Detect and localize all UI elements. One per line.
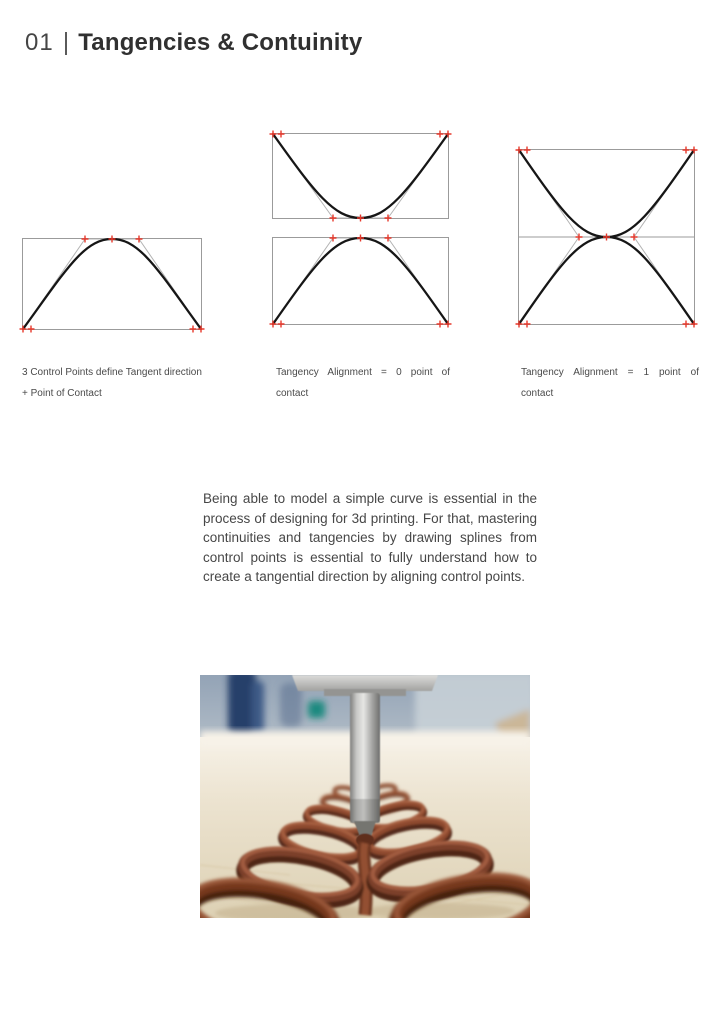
figure-zero-contact-top — [272, 133, 449, 219]
body-paragraph: Being able to model a simple curve is essential in the process of designing for 3d printing. For that, mastering continuities and tangencies by drawing splines from control points is essential to fully understand how to create a tangential direction by aligning control points. — [203, 491, 537, 584]
figure-caption-1 — [22, 362, 230, 404]
figure-tangent-direction — [22, 238, 202, 330]
caption-line: contact — [276, 388, 309, 399]
figure-one-contact — [518, 149, 695, 325]
tangent-lines — [23, 239, 201, 329]
figure-frame — [519, 150, 695, 238]
control-point-markers — [270, 235, 452, 328]
caption-line: + Point of Contact — [22, 388, 102, 399]
caption-line: 3 Control Points define Tangent direction — [22, 367, 202, 378]
separator-bar: | — [62, 28, 70, 56]
section-number: 01 — [25, 29, 54, 56]
figure-caption-3 — [521, 362, 699, 404]
control-point-markers — [270, 131, 452, 222]
control-point-markers — [20, 236, 205, 333]
caption-line: contact — [521, 388, 554, 399]
photo-clay-3d-printing — [200, 675, 530, 918]
figure-frame — [273, 238, 449, 325]
spline-curve — [273, 134, 448, 218]
figure-frame — [273, 134, 449, 219]
spline-curve — [273, 238, 448, 324]
figure-zero-contact-bottom — [272, 237, 449, 325]
page-header — [25, 28, 362, 57]
figure-frame — [23, 239, 202, 330]
tangent-lines — [273, 238, 448, 324]
caption-line: Tangency Alignment = 1 point of — [521, 367, 699, 378]
spline-curve — [519, 150, 694, 237]
spline-curve — [519, 237, 694, 324]
page-title: Tangencies & Contuinity — [78, 29, 363, 56]
tangent-lines — [273, 134, 448, 218]
caption-line: Tangency Alignment = 0 point of — [276, 367, 450, 378]
figure-frame — [519, 237, 695, 325]
clay-printer-illustration — [200, 675, 530, 918]
spline-curve — [23, 239, 201, 329]
figure-caption-2 — [276, 362, 450, 404]
